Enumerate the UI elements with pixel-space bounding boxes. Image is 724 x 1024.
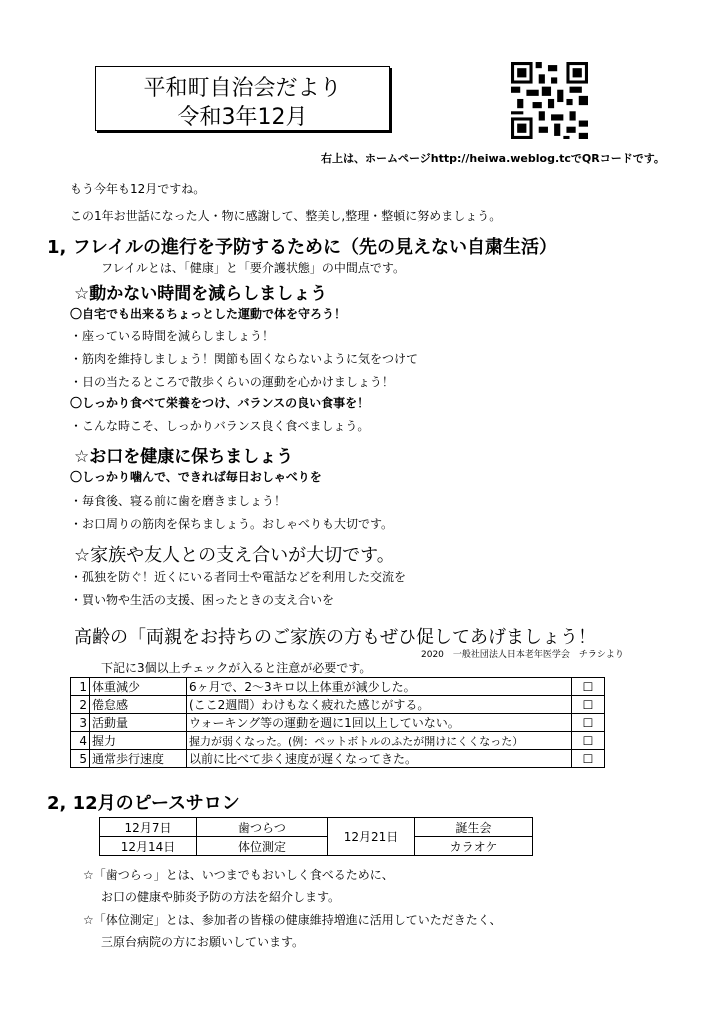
- salon-event: 体位測定: [197, 837, 328, 856]
- subheading-support: ☆家族や友人との支え合いが大切です。: [74, 545, 395, 566]
- salon-date: 12月21日: [328, 818, 415, 856]
- list-item: ・筋肉を維持しましょう！関節も固くならないように気をつけて: [70, 352, 419, 366]
- salon-schedule: [99, 817, 533, 856]
- table-row: [71, 732, 605, 750]
- check-description: ウォーキング等の運動を週に1回以上していない。: [187, 714, 572, 732]
- table-row: [71, 750, 605, 768]
- section2-heading: 2, 12月のピースサロン: [47, 793, 240, 814]
- salon-note: ☆「歯つらっ」とは、いつまでもおいしく食べるために、: [83, 868, 394, 882]
- salon-date: 12月14日: [100, 837, 197, 856]
- list-item: ・孤独を防ぐ！近くにいる者同士や電話などを利用した交流を: [70, 570, 407, 584]
- checklist-intro: 下記に3個以上チェックが入ると注意が必要です。: [101, 661, 372, 675]
- check-label: 活動量: [90, 714, 187, 732]
- check-description: (ここ2週間）わけもなく疲れた感じがする。: [187, 696, 572, 714]
- salon-date: 12月7日: [100, 818, 197, 837]
- table-row: [100, 837, 533, 856]
- salon-note: お口の健康や肺炎予防の方法を紹介します。: [101, 890, 341, 904]
- salon-note: ☆「体位測定」とは、参加者の皆様の健康維持増進に活用していただきたく、: [83, 913, 502, 927]
- check-number: 3: [71, 714, 90, 732]
- source-credit: 2020 一般社団法人日本老年医学会 チラシより: [421, 650, 624, 660]
- subheading-mouth: ☆お口を健康に保ちましょう: [74, 447, 294, 467]
- salon-note: 三原台病院の方にお願いしています。: [101, 935, 305, 949]
- checkbox-icon[interactable]: ☐: [572, 714, 605, 732]
- qr-note: 右上は、ホームページhttp://heiwa.weblog.tcでQRコードです。: [321, 152, 665, 165]
- list-item: ・買い物や生活の支援、困ったときの支え合いを: [70, 593, 335, 607]
- table-row: [71, 696, 605, 714]
- frail-definition: フレイルとは、「健康」と「要介護状態」の中間点です。: [101, 261, 405, 275]
- list-item: ・お口周りの筋肉を保ちましょう。おしゃべりも大切です。: [70, 517, 394, 531]
- check-number: 5: [71, 750, 90, 768]
- checkbox-icon[interactable]: ☐: [572, 732, 605, 750]
- checkbox-icon[interactable]: ☐: [572, 696, 605, 714]
- list-item: ・座っている時間を減らしましょう！: [70, 329, 275, 343]
- title-box: [95, 66, 390, 131]
- appeal-text: 高齢の「両親をお持ちのご家族の方もぜひ促してあげましょう！: [74, 627, 596, 648]
- check-number: 2: [71, 696, 90, 714]
- check-description: 6ヶ月で、2～3キロ以上体重が減少した。: [187, 678, 572, 696]
- intro-line-1: もう今年も12月ですね。: [70, 182, 206, 196]
- lead-nutrition: 〇しっかり食べて栄養をつけ、バランスの良い食事を！: [70, 396, 370, 410]
- newsletter-title: 平和町自治会だより: [143, 76, 342, 101]
- checkbox-icon[interactable]: ☐: [572, 750, 605, 768]
- section1-heading: 1, フレイルの進行を予防するために（先の見えない自粛生活）: [47, 237, 558, 258]
- table-row: [71, 678, 605, 696]
- check-label: 通常歩行速度: [90, 750, 187, 768]
- salon-event: 誕生会: [415, 818, 533, 837]
- frailty-checklist: [70, 677, 605, 768]
- check-label: 倦怠感: [90, 696, 187, 714]
- newsletter-date: 令和3年12月: [177, 105, 308, 130]
- check-number: 4: [71, 732, 90, 750]
- check-number: 1: [71, 678, 90, 696]
- list-item: ・日の当たるところで散歩くらいの運動を心かけましょう！: [70, 375, 394, 389]
- intro-line-2: この1年お世話になった人・物に感謝して、整美し,整理・整頓に努めましょう。: [70, 209, 502, 223]
- list-item: ・こんな時こそ、しっかりバランス良く食べましょう。: [70, 419, 370, 433]
- table-row: [100, 818, 533, 837]
- salon-event: カラオケ: [415, 837, 533, 856]
- qr-code-icon: [511, 62, 588, 139]
- lead-chew: 〇しっかり噛んで、できれば毎日おしゃべりを: [70, 470, 322, 484]
- check-description: 以前に比べて歩く速度が遅くなってきた。: [187, 750, 572, 768]
- check-description: 握力が弱くなった。(例：ペットボトルのふたが開けにくくなった）: [187, 732, 572, 750]
- list-item: ・毎食後、寝る前に歯を磨きましょう！: [70, 494, 287, 508]
- check-label: 体重減少: [90, 678, 187, 696]
- lead-exercise: 〇自宅でも出来るちょっとした運動で体を守ろう！: [70, 307, 347, 321]
- subheading-move: ☆動かない時間を減らしましょう: [74, 284, 328, 304]
- table-row: [71, 714, 605, 732]
- check-label: 握力: [90, 732, 187, 750]
- checkbox-icon[interactable]: ☐: [572, 678, 605, 696]
- salon-event: 歯つらつ: [197, 818, 328, 837]
